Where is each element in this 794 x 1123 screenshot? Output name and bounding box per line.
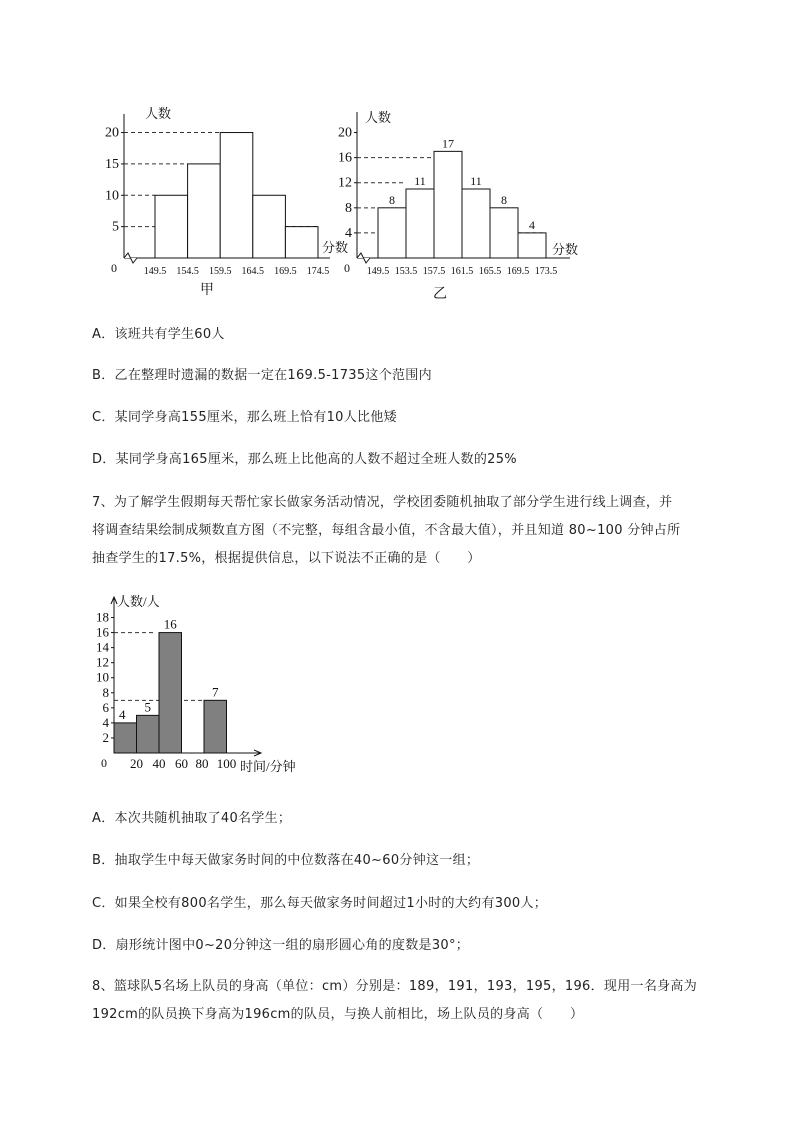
histogram-bar — [462, 189, 490, 258]
x-tick-label: 169.5 — [274, 266, 297, 277]
bar-value-label: 17 — [442, 136, 454, 151]
y-tick-label: 18 — [96, 609, 109, 625]
y-tick-label: 16 — [338, 150, 352, 166]
x-tick-label: 40 — [152, 756, 166, 771]
q7-option-c: C．如果全校有800名学生，那么每天做家务时间超过1小时的大约有300人； — [92, 896, 548, 911]
histogram-yi-svg — [330, 100, 600, 305]
bar-value-label: 4 — [119, 706, 126, 722]
x-tick-label: 174.5 — [306, 266, 330, 277]
histogram-bar — [220, 133, 253, 258]
q6-option-d: D．某同学身高165厘米，那么班上比他高的人数不超过全班人数的25% — [92, 452, 517, 467]
x-tick-label: 161.5 — [450, 266, 474, 277]
histogram-bar — [378, 208, 406, 258]
x-tick-label: 149.5 — [143, 266, 167, 277]
y-tick-label: 8 — [102, 684, 109, 700]
y-tick-label: 2 — [102, 729, 109, 745]
histogram-bar — [518, 233, 546, 258]
y-tick-label: 4 — [102, 714, 109, 730]
histogram-q7-svg — [95, 592, 310, 777]
histogram-bar — [253, 195, 286, 258]
bar-value-label: 8 — [501, 192, 507, 207]
q7-stem — [92, 489, 732, 573]
x-axis-title: 分数 — [552, 242, 579, 257]
y-tick-label: 10 — [96, 669, 109, 685]
histogram-yi — [330, 100, 600, 305]
histogram-bar — [188, 164, 221, 258]
histogram-jia-svg — [100, 100, 350, 300]
q7-option-d: D．扇形统计图中0~20分钟这一组的扇形圆心角的度数是30°； — [92, 938, 470, 953]
y-tick-label: 14 — [96, 639, 109, 655]
q7-stem-line1: 7、为了解学生假期每天帮忙家长做家务活动情况，学校团委随机抽取了部分学生进行线上调查，并 — [92, 495, 673, 510]
histogram-bar — [114, 723, 137, 753]
y-tick-label: 20 — [338, 125, 352, 141]
q7-option-a: A．本次共随机抽取了40名学生； — [92, 811, 292, 826]
bar-value-label: 5 — [144, 699, 151, 715]
chart-caption: 乙 — [433, 287, 447, 302]
y-axis-title: 人数 — [145, 106, 172, 121]
bar-value-label: 11 — [470, 174, 482, 188]
origin-label: 0 — [344, 261, 350, 275]
bar-value-label: 7 — [212, 684, 219, 700]
x-tick-label: 100 — [216, 756, 237, 771]
y-axis-title: 人数/人 — [117, 594, 160, 609]
bar-value-label: 8 — [389, 192, 395, 207]
y-tick-label: 16 — [96, 624, 109, 640]
axis-break-mark — [124, 253, 137, 263]
x-tick-label: 153.5 — [394, 266, 418, 277]
y-tick-label: 10 — [105, 188, 119, 204]
x-tick-label: 164.5 — [241, 266, 265, 277]
histogram-q7 — [95, 592, 310, 777]
histogram-bar — [490, 208, 518, 258]
histogram-bar — [406, 189, 434, 258]
x-tick-label: 173.5 — [534, 266, 558, 277]
histogram-bar — [155, 195, 188, 258]
q8-stem-line1: 8、篮球队5名场上队员的身高（单位：cm）分别是：189，191，193，195，196．现用一名身高为 — [92, 979, 698, 994]
y-tick-label: 6 — [102, 699, 109, 715]
y-tick-label: 15 — [105, 156, 119, 172]
y-tick-label: 8 — [345, 200, 352, 216]
y-tick-label: 12 — [96, 654, 109, 670]
axis-break-mark — [357, 253, 370, 263]
histogram-bar — [159, 633, 182, 753]
x-tick-label: 80 — [195, 756, 209, 771]
q7-stem-line2: 将调查结果绘制成频数直方图（不完整，每组含最小值，不含最大值），并且知道 80~100 分钟占所 — [92, 523, 681, 538]
y-tick-label: 4 — [345, 225, 352, 241]
y-tick-label: 12 — [338, 175, 352, 191]
q6-option-c: C．某同学身高155厘米，那么班上恰有10人比他矮 — [92, 410, 397, 425]
x-axis-title: 分数 — [322, 240, 349, 255]
x-tick-label: 157.5 — [422, 266, 446, 277]
x-axis-title: 时间/分钟 — [240, 759, 296, 774]
histogram-bar — [285, 227, 318, 258]
x-tick-label: 60 — [175, 756, 188, 771]
bar-value-label: 16 — [163, 616, 177, 632]
histogram-jia — [100, 100, 350, 300]
histogram-bar — [204, 700, 227, 753]
histogram-bar — [434, 151, 462, 258]
x-tick-label: 20 — [130, 756, 143, 771]
y-tick-label: 20 — [105, 125, 119, 141]
bar-value-label: 4 — [529, 217, 535, 232]
x-tick-label: 169.5 — [506, 266, 530, 277]
q7-stem-line3: 抽查学生的17.5%，根据提供信息，以下说法不正确的是（ ） — [92, 551, 481, 566]
bar-value-label: 11 — [414, 174, 426, 188]
q6-option-b: B．乙在整理时遗漏的数据一定在169.5-1735这个范围内 — [92, 368, 432, 383]
q7-option-b: B．抽取学生中每天做家务时间的中位数落在40~60分钟这一组； — [92, 853, 480, 868]
x-tick-label: 159.5 — [208, 266, 232, 277]
origin-label: 0 — [101, 756, 107, 770]
origin-label: 0 — [111, 261, 117, 275]
histogram-bar — [137, 715, 160, 753]
chart-caption: 甲 — [200, 283, 214, 298]
y-axis-title: 人数 — [365, 110, 392, 125]
q6-option-a: A．该班共有学生60人 — [92, 327, 225, 342]
x-tick-label: 154.5 — [176, 266, 199, 277]
q8-stem-line2: 192cm的队员换下身高为196cm的队员，与换人前相比，场上队员的身高（ ） — [92, 1007, 584, 1022]
x-tick-label: 149.5 — [366, 266, 390, 277]
y-tick-label: 5 — [112, 219, 119, 235]
q8-stem — [92, 973, 732, 1029]
x-tick-label: 165.5 — [478, 266, 502, 277]
